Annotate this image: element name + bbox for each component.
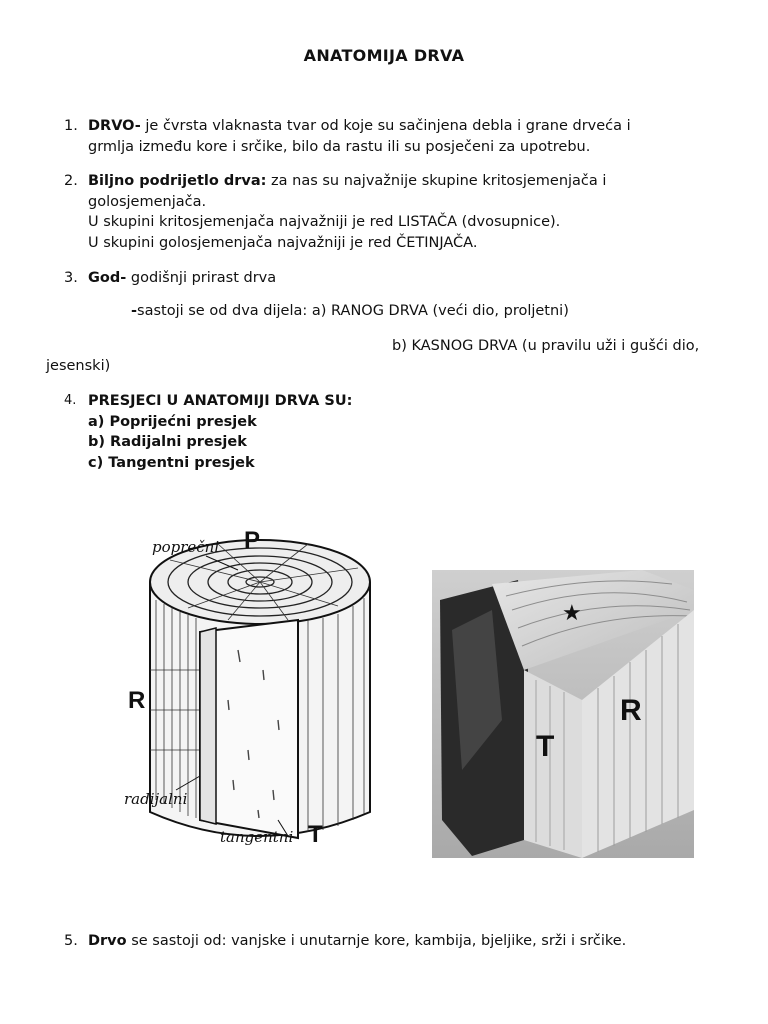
sections-heading: PRESJECI U ANATOMIJI DRVA SU: xyxy=(88,393,353,409)
item-text xyxy=(88,931,728,952)
item-line: se sastoji od: vanjske i unutarnje kore, kambija, bjeljike, srži i srčike. xyxy=(126,933,627,949)
item-term: DRVO- xyxy=(88,118,141,134)
item-number: 1. xyxy=(64,118,78,134)
section-b: b) Radijalni presjek xyxy=(88,434,247,450)
item-line: je čvrsta vlaknasta tvar od koje su sačinjena debla i grane drveća i xyxy=(140,118,631,134)
item-line: godišnji prirast drva xyxy=(126,270,277,286)
late-wood-text-cont: jesenski) xyxy=(46,358,111,374)
late-wood-text: b) KASNOG DRVA (u pravilu uži i gušći dio, xyxy=(392,338,700,354)
item-number: 2. xyxy=(64,173,78,189)
god-parts-line xyxy=(131,303,569,319)
section-c: c) Tangentni presjek xyxy=(88,454,255,471)
item-number: 3. xyxy=(64,270,78,286)
item-text xyxy=(88,171,728,253)
label-poprecni: poprečni xyxy=(152,538,220,556)
item-line: golosjemenjača. xyxy=(88,193,207,210)
label-R: R xyxy=(128,687,146,714)
item-number: 5. xyxy=(64,933,78,949)
item-term: Biljno podrijetlo drva: xyxy=(88,173,267,189)
item-line: za nas su najvažnije skupine kritosjemenjača i xyxy=(266,173,607,189)
item-text xyxy=(88,116,728,157)
dash: - xyxy=(131,303,138,319)
item-number: 4. xyxy=(64,393,77,408)
page-title: ANATOMIJA DRVA xyxy=(303,46,465,65)
label-star: ★ xyxy=(562,601,582,626)
item-line: U skupini golosjemenjača najvažniji je red ČETINJAČA. xyxy=(88,234,478,251)
wood-block-photo xyxy=(432,570,694,858)
label-tangentni: tangentni xyxy=(220,828,294,846)
label-radijalni: radijalni xyxy=(124,790,188,808)
section-a: a) Poprijećni presjek xyxy=(88,413,257,430)
log-sections-drawing xyxy=(88,520,428,858)
label-R-photo: R xyxy=(620,694,642,727)
early-wood-text: sastoji se od dva dijela: a) RANOG DRVA (veći dio, proljetni) xyxy=(137,303,569,319)
item-text xyxy=(88,391,728,473)
label-T: T xyxy=(308,821,323,848)
item-line: U skupini kritosjemenjača najvažniji je red LISTAČA (dvosupnice). xyxy=(88,214,561,230)
item-term: God- xyxy=(88,270,127,286)
item-line: grmlja između kore i srčike, bilo da rastu ili su posječeni za upotrebu. xyxy=(88,138,591,155)
item-term: Drvo xyxy=(88,933,127,949)
item-text xyxy=(88,268,728,289)
label-T-photo: T xyxy=(536,730,555,763)
label-P: P xyxy=(244,527,261,554)
